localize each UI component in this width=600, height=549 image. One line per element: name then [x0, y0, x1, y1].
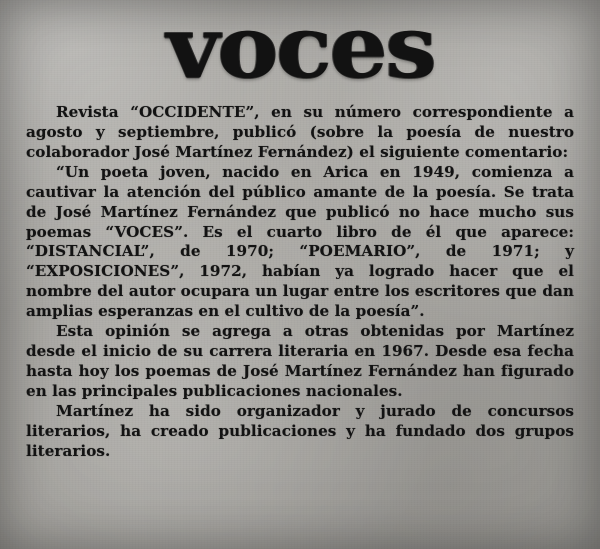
- paragraph: “Un poeta joven, nacido en Arica en 1949, comienza a cautivar la atención del público amante de la poesía. Se trata de José Martínez Fernández que publicó no hace mucho sus poemas “VOCES”. Es el cuarto libro de él que aparece: “DISTANCIAL”, de 1970; “POEMARIO”, de 1971; y “EXPOSICIONES”, 1972, habían ya logrado hacer que el nombre del autor ocupara un lugar entre los escritores que dan amplias esperanzas en el cultivo de la poesía”.: [26, 163, 574, 320]
- paragraph: Martínez ha sido organizador y jurado de concursos literarios, ha creado publicaciones y ha fundado dos grupos literarios.: [26, 402, 574, 460]
- masthead: [26, 0, 574, 98]
- paragraph: Revista “OCCIDENTE”, en su número correspondiente a agosto y septiembre, publicó (sobre la poesía de nuestro colaborador José Martínez Fernández) el siguiente comentario:: [26, 103, 574, 161]
- paragraph: Esta opinión se agrega a otras obtenidas por Martínez desde el inicio de su carrera literaria en 1967. Desde esa fecha hasta hoy los poemas de José Martínez Fernández han figurado en las principales publicaciones nacionales.: [26, 322, 574, 400]
- page-title: voces: [165, 0, 435, 98]
- article-body: [26, 103, 574, 462]
